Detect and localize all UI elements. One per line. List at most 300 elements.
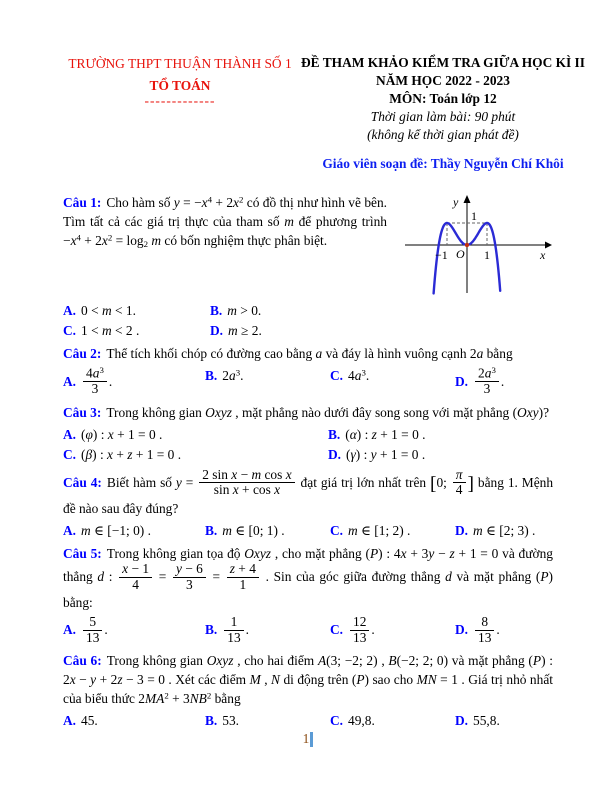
text-fragment: x xyxy=(231,466,238,482)
text-fragment: x xyxy=(400,546,407,562)
option-content xyxy=(228,323,262,338)
question-text xyxy=(63,466,554,518)
page-number: 1 xyxy=(303,732,314,747)
text-fragment: m xyxy=(251,466,262,482)
answer-option xyxy=(210,299,393,319)
text-fragment: ) : xyxy=(356,426,372,442)
text-fragment: = log xyxy=(112,232,144,248)
option-content xyxy=(81,427,162,442)
fraction-denominator xyxy=(350,631,369,645)
option-letter: D. xyxy=(455,373,469,389)
text-fragment: 1 < xyxy=(81,322,102,338)
text-fragment: [ xyxy=(430,473,437,495)
options-q1 xyxy=(63,299,393,340)
answer-option xyxy=(63,299,210,319)
exam-title-line1: ĐỀ THAM KHẢO KIỂM TRA GIỮA HỌC KÌ II xyxy=(301,55,585,70)
text-fragment: ( xyxy=(346,447,351,463)
text-fragment: x xyxy=(107,426,114,442)
fraction-numerator xyxy=(227,562,259,577)
text-fragment: m xyxy=(473,522,483,538)
text-fragment: 3 xyxy=(186,576,193,592)
exam-title-block xyxy=(298,54,588,174)
origin-dot xyxy=(465,242,469,246)
text-fragment: để phương trình − xyxy=(63,213,387,248)
option-content xyxy=(81,323,139,338)
text-fragment: (−2; 2; 0) và mặt phẳng ( xyxy=(396,653,533,668)
text-fragment: Oxyz xyxy=(244,546,272,562)
text-fragment: = xyxy=(207,569,225,585)
text-fragment: + 3 xyxy=(168,691,190,707)
answer-option xyxy=(330,613,455,646)
option-letter: D. xyxy=(455,713,469,729)
fraction-numerator xyxy=(224,615,243,630)
option-letter: D. xyxy=(210,322,224,338)
text-fragment: 3 xyxy=(235,368,241,379)
text-fragment: = xyxy=(181,474,198,490)
text-fragment: , cho mặt phẳng ( xyxy=(271,546,370,562)
option-letter: C. xyxy=(63,447,77,463)
answer-option xyxy=(455,613,553,646)
option-letter: A. xyxy=(63,426,77,442)
question-text xyxy=(63,344,553,363)
question-3 xyxy=(63,403,553,464)
fraction-numerator xyxy=(173,562,206,577)
answer-option xyxy=(455,519,553,539)
text-fragment: = xyxy=(154,569,171,585)
question-4 xyxy=(63,466,554,539)
text-fragment: M xyxy=(249,672,261,688)
fraction-denominator xyxy=(83,382,107,396)
options-q5 xyxy=(63,613,553,646)
text-fragment: Oxyz xyxy=(205,404,232,420)
option-content xyxy=(348,614,375,645)
text-fragment: + cos xyxy=(238,482,275,498)
question-label: Câu 5: xyxy=(63,546,102,562)
answer-option xyxy=(63,364,205,397)
text-fragment: sin xyxy=(213,482,233,498)
fraction-denominator xyxy=(83,631,102,645)
text-fragment: − xyxy=(75,672,91,688)
answer-option xyxy=(63,319,210,339)
fraction-denominator xyxy=(119,578,152,592)
x-axis-label: x xyxy=(540,247,546,262)
answer-option xyxy=(328,423,553,443)
text-fragment: + 1 = 0 . xyxy=(376,447,426,463)
option-content xyxy=(81,447,181,462)
option-letter: D. xyxy=(455,622,469,638)
text-fragment: và mặt phẳng ( xyxy=(451,569,541,585)
option-content xyxy=(222,368,243,383)
text-fragment: ) : xyxy=(355,447,371,463)
department-name: TỔ TOÁN xyxy=(149,78,211,94)
text-fragment: m xyxy=(228,322,238,338)
text-fragment: y xyxy=(173,194,180,210)
text-fragment: + 4 xyxy=(234,561,256,577)
fraction xyxy=(199,468,294,498)
text-fragment: 55,8. xyxy=(473,713,500,729)
text-fragment: 2 xyxy=(143,238,149,249)
text-fragment: x xyxy=(122,561,129,577)
text-fragment: − xyxy=(237,466,252,482)
text-fragment: . xyxy=(365,368,370,384)
text-fragment: m xyxy=(81,522,91,538)
text-fragment: + xyxy=(113,447,128,463)
fraction-denominator xyxy=(453,483,466,497)
question-content xyxy=(63,466,554,516)
text-fragment: < 1. xyxy=(111,302,136,318)
function-graph xyxy=(395,193,553,297)
option-letter: B. xyxy=(205,713,218,729)
fraction-numerator xyxy=(83,366,107,382)
option-letter: A. xyxy=(63,373,77,389)
text-fragment: 4 xyxy=(455,482,463,498)
option-letter: C. xyxy=(330,622,344,638)
question-label: Câu 4: xyxy=(63,474,102,490)
text-fragment: MA xyxy=(145,691,165,707)
duration-note: (không kể thời gian phát đề) xyxy=(367,127,519,143)
answer-option xyxy=(328,443,553,463)
fraction-numerator xyxy=(475,615,494,630)
option-letter: B. xyxy=(205,622,218,638)
fraction-numerator xyxy=(119,562,152,577)
text-fragment: x xyxy=(232,482,239,498)
tick-label-y1: 1 xyxy=(471,208,477,223)
answer-option xyxy=(205,519,330,539)
text-fragment: ∈ [0; 1) . xyxy=(231,522,285,538)
text-fragment: ∈ [1; 2) . xyxy=(357,522,411,538)
text-fragment: a xyxy=(92,365,100,381)
text-fragment: = − xyxy=(179,194,202,210)
option-letter: B. xyxy=(205,522,218,538)
text-fragment: x xyxy=(201,194,208,210)
text-fragment: Trong không gian tọa độ xyxy=(106,546,245,562)
fraction-numerator xyxy=(83,615,102,630)
text-fragment: − 1 xyxy=(128,561,150,577)
text-fragment: − 6 xyxy=(181,561,203,577)
text-fragment: < 2 . xyxy=(111,322,140,338)
text-fragment: bằng xyxy=(211,691,241,707)
text-fragment: x xyxy=(70,232,77,248)
text-fragment: z xyxy=(127,447,133,463)
option-content xyxy=(473,365,505,397)
text-fragment: y xyxy=(428,546,435,562)
questions-area xyxy=(0,174,616,730)
text-fragment: 13 xyxy=(86,629,100,645)
option-content xyxy=(81,523,151,538)
text-fragment: m xyxy=(348,522,358,538)
options-q6 xyxy=(63,709,553,729)
options-q4 xyxy=(63,519,553,539)
text-fragment: 4 xyxy=(207,194,212,205)
fraction xyxy=(350,615,369,645)
text-fragment: ) : xyxy=(92,447,108,463)
text-fragment: NB xyxy=(189,691,207,707)
fraction-denominator xyxy=(199,483,294,497)
text-fragment: x xyxy=(233,194,239,210)
text-fragment: 45. xyxy=(81,713,98,729)
text-fragment: φ xyxy=(85,426,93,442)
fraction xyxy=(119,562,152,592)
text-fragment: bằng 1. Mệnh đề nào sau đây đúng? xyxy=(63,474,554,516)
text-fragment: 1 xyxy=(230,614,238,630)
origin-label: O xyxy=(456,246,465,261)
text-fragment: m xyxy=(222,522,232,538)
question-label: Câu 1: xyxy=(63,194,102,210)
text-fragment: a xyxy=(228,368,236,384)
option-content xyxy=(473,713,500,728)
text-fragment: )? xyxy=(538,404,550,420)
option-content xyxy=(348,368,369,383)
text-fragment: , xyxy=(260,672,272,688)
text-fragment: 5 xyxy=(89,614,97,630)
fraction-numerator xyxy=(350,615,369,630)
text-fragment: (3; −2; 2) , xyxy=(326,653,389,668)
question-content xyxy=(106,405,549,420)
text-fragment: ( xyxy=(81,447,86,463)
text-fragment: y xyxy=(175,474,182,490)
option-letter: B. xyxy=(210,302,223,318)
options-q2 xyxy=(63,364,553,397)
fraction xyxy=(224,615,243,645)
text-fragment: ] xyxy=(467,473,474,495)
text-fragment: bằng xyxy=(483,346,513,362)
answer-option xyxy=(205,613,330,646)
text-fragment: . Sin của góc giữa đường thẳng xyxy=(260,569,446,585)
question-text xyxy=(63,544,553,612)
text-fragment: A xyxy=(317,653,327,668)
text-fragment: có bốn nghiệm thực phân biệt. xyxy=(161,232,328,248)
fraction-denominator xyxy=(475,631,494,645)
fraction xyxy=(453,468,466,498)
question-5 xyxy=(63,544,553,646)
text-fragment: d xyxy=(97,569,105,585)
text-fragment: π xyxy=(455,466,463,482)
answer-option xyxy=(330,709,455,729)
option-letter: C. xyxy=(330,713,344,729)
answer-option xyxy=(455,364,553,397)
text-fragment: cos xyxy=(261,466,286,482)
text-fragment: Thể tích khối chóp có đường cao bằng xyxy=(106,346,316,362)
question-text xyxy=(63,403,553,422)
option-content xyxy=(227,303,261,318)
question-label: Câu 6: xyxy=(63,653,102,668)
option-letter: A. xyxy=(63,302,77,318)
text-fragment: x xyxy=(107,447,113,463)
text-fragment: 4 xyxy=(76,232,81,243)
text-fragment: ≥ 2. xyxy=(237,322,262,338)
text-fragment: z xyxy=(449,546,455,562)
text-fragment: z xyxy=(117,672,123,688)
option-content xyxy=(345,427,425,442)
text-fragment: . xyxy=(108,373,113,389)
text-fragment: m xyxy=(284,213,294,229)
text-fragment: d xyxy=(445,569,452,585)
answer-option xyxy=(63,709,205,729)
option-content xyxy=(222,523,284,538)
text-fragment: có đồ thị như hình vẽ bên. Tìm tất cả các giá trị thực của tham số xyxy=(63,194,387,229)
text-fragment: m xyxy=(227,302,237,318)
text-fragment: 13 xyxy=(478,629,492,645)
text-fragment: a xyxy=(484,365,492,381)
answer-option xyxy=(63,519,205,539)
fraction-denominator xyxy=(227,578,259,592)
page-footer xyxy=(0,731,616,747)
text-fragment: ∈ [2; 3) . xyxy=(482,522,536,538)
school-name: TRƯỜNG THPT THUẬN THÀNH SỐ 1 xyxy=(68,56,292,71)
text-fragment: và đáy là hình vuông cạnh 2 xyxy=(322,346,477,362)
text-fragment: 0 < xyxy=(81,302,102,318)
text-fragment: 2 xyxy=(107,232,113,243)
option-letter: C. xyxy=(330,368,344,384)
option-letter: A. xyxy=(63,622,77,638)
text-fragment: . xyxy=(371,622,375,638)
fraction-numerator xyxy=(199,468,294,483)
fraction xyxy=(475,366,499,396)
text-fragment: Biết hàm số xyxy=(106,474,176,490)
text-fragment: 3 xyxy=(491,365,496,376)
text-fragment: m xyxy=(151,232,162,248)
question-content xyxy=(63,546,553,610)
option-content xyxy=(222,713,239,728)
text-fragment: 53. xyxy=(222,713,240,729)
answer-option xyxy=(205,709,330,729)
text-fragment: x xyxy=(101,232,108,248)
text-fragment: z xyxy=(371,426,377,442)
author-line: Giáo viên soạn đề: Thầy Nguyễn Chí Khôi xyxy=(322,156,564,172)
fraction-denominator xyxy=(224,631,243,645)
text-fragment: = 1 . Giá trị nhỏ nhất của biểu thức 2 xyxy=(63,672,553,707)
text-fragment: MN xyxy=(416,672,437,688)
text-fragment: y xyxy=(175,561,182,577)
text-fragment: α xyxy=(349,426,357,442)
fraction xyxy=(83,615,102,645)
option-content xyxy=(346,447,425,462)
text-fragment: ) : 2 xyxy=(63,653,553,688)
text-fragment: 2 xyxy=(238,194,244,205)
option-content xyxy=(348,523,410,538)
text-fragment: , mặt phẳng nào dưới đây song song với mặt phẳng ( xyxy=(231,404,518,420)
text-fragment: . xyxy=(104,622,108,638)
question-2 xyxy=(63,344,553,397)
question-label: Câu 2: xyxy=(63,346,102,362)
text-fragment: + 1 = 0 . xyxy=(132,447,182,463)
text-fragment: ) sao cho xyxy=(364,672,417,688)
question-content xyxy=(63,653,553,706)
text-fragment: Oxyz xyxy=(206,653,234,668)
text-fragment: y xyxy=(370,447,377,463)
fraction-denominator xyxy=(173,578,206,592)
tick-label-pos1: 1 xyxy=(484,247,490,262)
text-fragment: 2 xyxy=(164,690,169,701)
question-label: Câu 3: xyxy=(63,404,102,420)
text-fragment: Trong không gian xyxy=(106,404,206,420)
answer-option xyxy=(330,364,455,397)
text-fragment: P xyxy=(369,546,379,562)
text-fragment: 3 xyxy=(483,381,491,397)
option-letter: D. xyxy=(455,522,469,538)
answer-option xyxy=(330,519,455,539)
subject-line: MÔN: Toán lớp 12 xyxy=(389,91,497,107)
answer-option xyxy=(455,709,553,729)
fraction xyxy=(173,562,206,592)
answer-option xyxy=(205,364,330,397)
question-content xyxy=(63,195,387,248)
option-content xyxy=(81,713,98,728)
text-fragment: a xyxy=(354,368,362,384)
text-fragment: x xyxy=(285,466,292,482)
exam-title-line2: NĂM HỌC 2022 - 2023 xyxy=(376,73,510,89)
option-letter: A. xyxy=(63,522,77,538)
option-content xyxy=(81,303,136,318)
text-fragment: + 3 xyxy=(406,546,429,562)
fraction xyxy=(475,615,494,645)
text-fragment: 2 xyxy=(222,368,229,384)
text-fragment: 3 xyxy=(99,365,104,376)
text-fragment: Cho hàm số xyxy=(106,194,174,210)
text-fragment: đạt giá trị lớn nhất trên xyxy=(296,474,430,490)
text-fragment: ) : xyxy=(92,426,108,442)
text-fragment: 12 xyxy=(353,614,367,630)
option-letter: B. xyxy=(328,426,341,442)
fraction-numerator xyxy=(475,366,499,382)
fraction-numerator xyxy=(453,468,466,483)
text-fragment: . xyxy=(500,373,505,389)
text-fragment: 0; xyxy=(436,474,451,490)
text-fragment: 2 xyxy=(478,365,485,381)
text-fragment: 4 xyxy=(348,368,355,384)
text-fragment: z xyxy=(229,561,235,577)
text-fragment: B xyxy=(388,653,397,668)
text-fragment: ) : 4 xyxy=(378,546,401,562)
text-fragment: − 3 = 0 . Xét các điểm xyxy=(122,672,250,688)
answer-option xyxy=(63,613,205,646)
text-fragment: . xyxy=(496,622,500,638)
text-fragment: β xyxy=(85,447,93,463)
page-header xyxy=(0,0,616,174)
text-fragment: y xyxy=(90,672,97,688)
option-content xyxy=(473,523,535,538)
option-content xyxy=(81,614,108,645)
text-fragment: , cho hai điểm xyxy=(233,653,318,668)
text-fragment: 3 xyxy=(91,381,99,397)
text-fragment: 8 xyxy=(481,614,489,630)
question-6 xyxy=(63,651,553,730)
option-content xyxy=(473,614,500,645)
options-q3 xyxy=(63,423,553,464)
fraction xyxy=(227,562,259,592)
text-fragment: x xyxy=(274,482,281,498)
text-fragment: 49,8. xyxy=(348,713,375,729)
answer-option xyxy=(210,319,393,339)
text-fragment: 4 xyxy=(86,365,93,381)
text-fragment: ∈ [−1; 0) . xyxy=(90,522,151,538)
text-fragment: − xyxy=(434,546,450,562)
school-block xyxy=(62,54,298,174)
text-fragment: ( xyxy=(345,426,350,442)
text-fragment: 13 xyxy=(353,629,367,645)
text-fragment: a xyxy=(476,346,484,362)
duration-line: Thời gian làm bài: 90 phút xyxy=(370,109,516,125)
y-axis-arrow xyxy=(464,195,471,203)
text-fragment: 2 sin xyxy=(202,466,232,482)
x-axis-arrow xyxy=(545,241,552,248)
option-letter: C. xyxy=(330,522,344,538)
text-fragment: Trong không gian xyxy=(106,653,207,668)
text-fragment: 2 xyxy=(206,690,212,701)
text-fragment: m xyxy=(101,302,112,318)
text-fragment: . xyxy=(245,622,250,638)
option-content xyxy=(348,713,375,728)
